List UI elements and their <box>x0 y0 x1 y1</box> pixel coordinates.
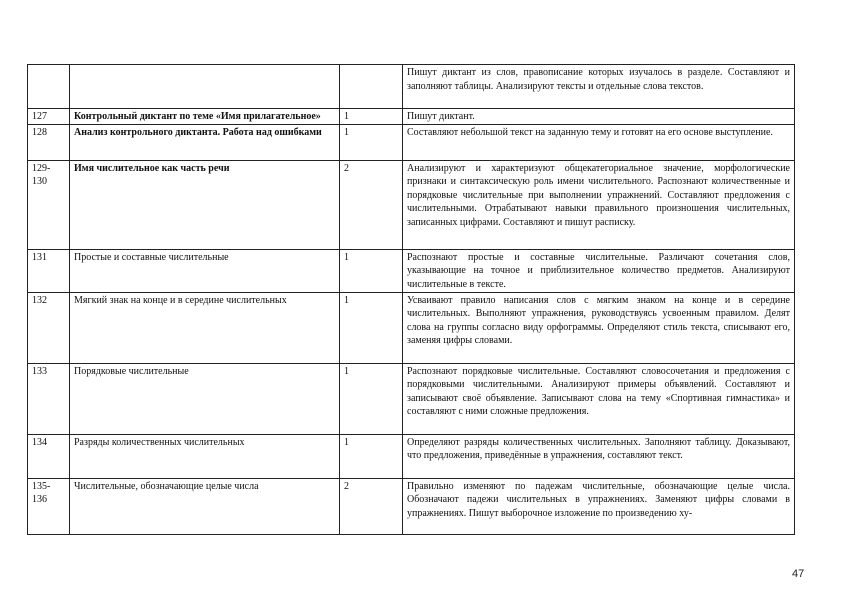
lesson-number: 128 <box>28 124 70 160</box>
table-row <box>28 109 795 125</box>
table-row <box>28 478 795 534</box>
lesson-topic: Разряды количественных числительных <box>70 434 340 478</box>
lesson-activities: Анализируют и характеризуют общекатегориальное значение, морфологические признаки и синтаксическую роль имени числительного. Распознают количественные и порядковые числительные при выполнении упражнений. Составляют предложения с числительными. Отрабатывают навыки правильного произношения числительных, записанных цифрами. Составляют и пишут расписку. <box>403 160 795 249</box>
lesson-plan-table <box>27 64 795 535</box>
lesson-topic: Мягкий знак на конце и в середине числительных <box>70 292 340 363</box>
lesson-number: 132 <box>28 292 70 363</box>
lesson-activities: Пишут диктант. <box>403 109 795 125</box>
lesson-topic: Числительные, обозначающие целые числа <box>70 478 340 534</box>
table-row <box>28 434 795 478</box>
lesson-number: 127 <box>28 109 70 125</box>
lesson-number: 135-136 <box>28 478 70 534</box>
lesson-activities: Распознают порядковые числительные. Составляют словосочетания и предложения с порядковыми числительными. Анализируют примеры объявлений. Составляют и записывают своё объявление. Записывают слова на тему «Спортивная гимнастика» и составляют с ними сложные предложения. <box>403 363 795 434</box>
lesson-activities: Составляют небольшой текст на заданную тему и готовят на его основе выступление. <box>403 124 795 160</box>
lesson-topic: Контрольный диктант по теме «Имя прилагательное» <box>70 109 340 125</box>
table-row <box>28 124 795 160</box>
lesson-hours: 1 <box>340 434 403 478</box>
lesson-number <box>28 65 70 109</box>
lesson-hours: 1 <box>340 292 403 363</box>
lesson-activities: Пишут диктант из слов, правописание которых изучалось в разделе. Составляют и заполняют таблицы. Анализируют тексты и отдельные слова текстов. <box>403 65 795 109</box>
lesson-topic: Простые и составные числительные <box>70 249 340 292</box>
table-row <box>28 160 795 249</box>
lesson-activities: Распознают простые и составные числительные. Различают сочетания слов, указывающие на точное и приблизительное количество предметов. Анализируют числительные в тексте. <box>403 249 795 292</box>
lesson-hours: 1 <box>340 249 403 292</box>
lesson-topic: Имя числительное как часть речи <box>70 160 340 249</box>
lesson-topic: Порядковые числительные <box>70 363 340 434</box>
lesson-number: 131 <box>28 249 70 292</box>
lesson-topic: Анализ контрольного диктанта. Работа над ошибками <box>70 124 340 160</box>
lesson-topic <box>70 65 340 109</box>
lesson-number: 133 <box>28 363 70 434</box>
table-row <box>28 292 795 363</box>
lesson-number: 134 <box>28 434 70 478</box>
lesson-hours: 1 <box>340 124 403 160</box>
lesson-activities: Правильно изменяют по падежам числительные, обозначающие целые числа. Обозначают падежи числительных в упражнениях. Заменяют цифры словами в упражнениях. Пишут выборочное изложение по произведению ху- <box>403 478 795 534</box>
page-number: 47 <box>792 568 805 580</box>
lesson-hours: 1 <box>340 109 403 125</box>
lesson-activities: Усваивают правило написания слов с мягким знаком на конце и в середине числительных. Выполняют упражнения, руководствуясь усвоенным правилом. Делят слова на группы согласно виду орфограммы. Определяют стиль текста, списывают его, заменяя цифры словами. <box>403 292 795 363</box>
lesson-activities: Определяют разряды количественных числительных. Заполняют таблицу. Доказывают, что предложения, приведённые в упражнения, составляют текст. <box>403 434 795 478</box>
lesson-hours <box>340 65 403 109</box>
lesson-hours: 1 <box>340 363 403 434</box>
lesson-hours: 2 <box>340 160 403 249</box>
table-row <box>28 249 795 292</box>
lesson-hours: 2 <box>340 478 403 534</box>
lesson-number: 129-130 <box>28 160 70 249</box>
table-row <box>28 65 795 109</box>
table-row <box>28 363 795 434</box>
